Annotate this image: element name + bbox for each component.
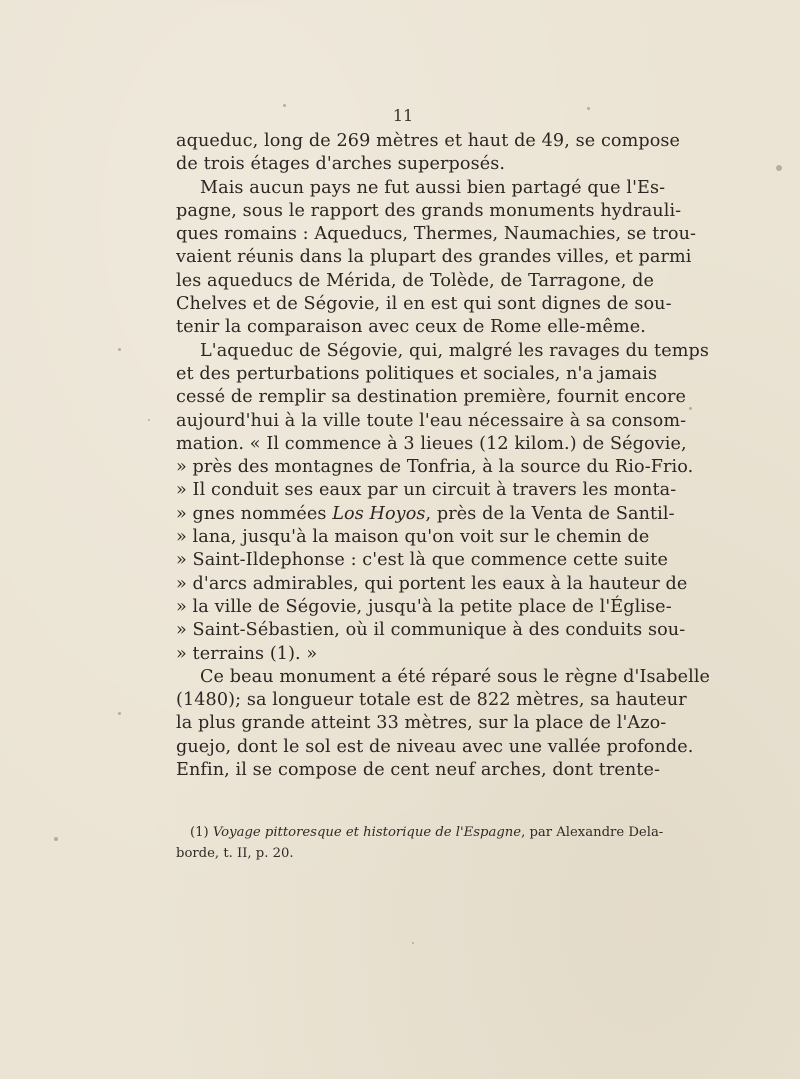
page-number: 11 [392, 106, 414, 125]
text-line [176, 503, 675, 526]
footnote-marker: (1) [190, 825, 213, 840]
footnote [176, 822, 664, 864]
footnote-book-title: Voyage pittoresque et historique de l'Espagne [212, 825, 522, 840]
text-fragment: , par Alexandre Dela- [521, 825, 664, 840]
text-line: » Saint-Ildephonse : c'est là que commence cette suite [176, 550, 668, 571]
text-line: aujourd'hui à la ville toute l'eau nécessaire à sa consom- [176, 410, 687, 431]
text-line: la plus grande atteint 33 mètres, sur la place de l'Azo- [176, 713, 667, 734]
text-line: » terrains (1). » [176, 643, 318, 664]
text-line: les aqueducs de Mérida, de Tolède, de Tarragone, de [176, 270, 655, 291]
text-line: » Il conduit ses eaux par un circuit à travers les monta- [176, 480, 677, 501]
text-line: pagne, sous le rapport des grands monuments hydrauli- [176, 200, 682, 221]
text-line: » près des montagnes de Tonfria, à la source du Rio-Frio. [176, 457, 694, 478]
text-line: (1480); sa longueur totale est de 822 mètres, sa hauteur [176, 690, 687, 711]
paper-speck [776, 165, 782, 171]
paper-speck [54, 837, 58, 841]
paper-speck [118, 712, 121, 715]
footnote-line: borde, t. II, p. 20. [176, 846, 294, 861]
text-line: Enfin, il se compose de cent neuf arches, dont trente- [176, 760, 661, 781]
text-line: vaient réunis dans la plupart des grandes villes, et parmi [176, 247, 692, 268]
text-line: » Saint-Sébastien, où il communique à des conduits sou- [176, 620, 686, 641]
text-line: » lana, jusqu'à la maison qu'on voit sur le chemin de [176, 527, 650, 548]
text-line: Chelves et de Ségovie, il en est qui sont dignes de sou- [176, 294, 672, 315]
text-line: ques romains : Aqueducs, Thermes, Naumachies, se trou- [176, 224, 697, 245]
footnote-line [176, 822, 664, 843]
text-line: Mais aucun pays ne fut aussi bien partagé que l'Es- [200, 177, 666, 198]
paper-speck [587, 107, 590, 110]
text-line: L'aqueduc de Ségovie, qui, malgré les ravages du temps [200, 340, 710, 361]
text-line: » la ville de Ségovie, jusqu'à la petite place de l'Église- [176, 596, 672, 617]
text-line: tenir la comparaison avec ceux de Rome elle-même. [176, 317, 646, 338]
paper-speck [118, 348, 121, 351]
text-fragment: , près de la Venta de Santil- [425, 503, 675, 524]
paper-speck [283, 104, 286, 107]
text-line: » d'arcs admirables, qui portent les eaux à la hauteur de [176, 573, 688, 594]
text-line: et des perturbations politiques et sociales, n'a jamais [176, 363, 658, 384]
paper-speck [412, 942, 414, 944]
paper-speck [148, 419, 150, 421]
text-line: mation. « Il commence à 3 lieues (12 kilom.) de Ségovie, [176, 433, 687, 454]
body-text [176, 130, 711, 782]
paper-speck [689, 407, 692, 410]
text-line: guejo, dont le sol est de niveau avec une vallée profonde. [176, 736, 694, 757]
text-line: Ce beau monument a été réparé sous le règne d'Isabelle [200, 666, 711, 687]
text-fragment: » gnes nommées [176, 503, 333, 524]
italic-place-name: Los Hoyos [332, 503, 426, 524]
text-line: cessé de remplir sa destination première, fournit encore [176, 387, 687, 408]
text-line: aqueduc, long de 269 mètres et haut de 49, se compose [176, 131, 681, 151]
text-line: de trois étages d'arches superposés. [176, 154, 506, 175]
